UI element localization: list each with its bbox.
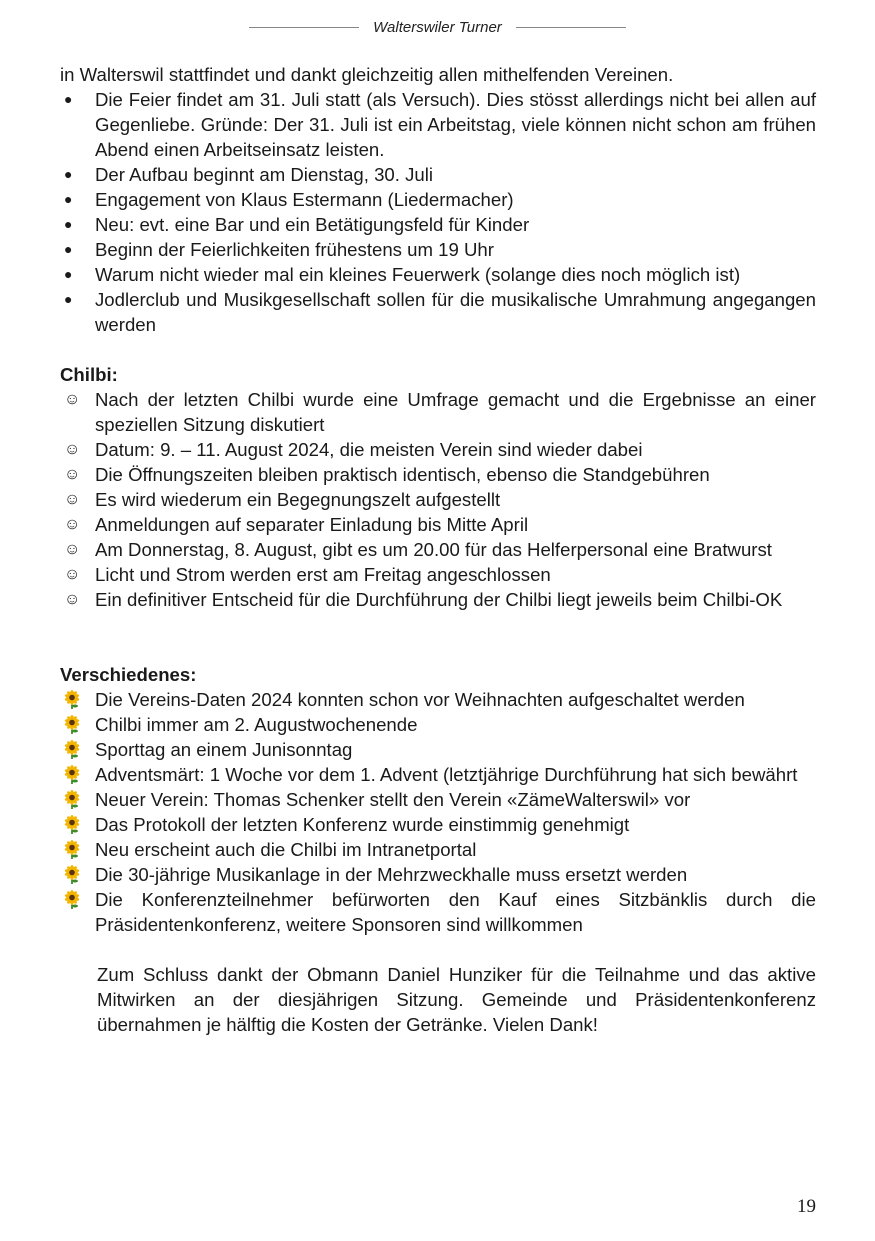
list-item bbox=[60, 887, 816, 937]
verschiedenes-heading: Verschiedenes: bbox=[60, 664, 197, 685]
spacer bbox=[60, 337, 816, 362]
list-item bbox=[60, 287, 816, 337]
list-item-text: Der Aufbau beginnt am Dienstag, 30. Juli bbox=[95, 164, 433, 185]
sunflower-icon bbox=[62, 890, 84, 916]
list-item bbox=[60, 162, 816, 187]
smiley-icon: ☺ bbox=[64, 391, 81, 408]
smiley-icon: ☺ bbox=[64, 541, 81, 558]
chilbi-heading: Chilbi: bbox=[60, 364, 118, 385]
list-item bbox=[60, 812, 816, 837]
feier-list bbox=[60, 87, 816, 337]
smiley-icon: ☺ bbox=[64, 441, 81, 458]
list-item bbox=[60, 562, 816, 587]
list-item-text: Das Protokoll der letzten Konferenz wurde einstimmig genehmigt bbox=[95, 814, 630, 835]
list-item-text: Datum: 9. – 11. August 2024, die meisten Verein sind wieder dabei bbox=[95, 439, 643, 460]
smiley-icon: ☺ bbox=[64, 491, 81, 508]
list-item bbox=[60, 512, 816, 537]
list-item bbox=[60, 712, 816, 737]
list-item bbox=[60, 537, 816, 562]
list-item-text: Die Vereins-Daten 2024 konnten schon vor Weihnachten aufgeschaltet werden bbox=[95, 689, 745, 710]
list-item-text: Am Donnerstag, 8. August, gibt es um 20.00 für das Helferpersonal eine Bratwurst bbox=[95, 539, 772, 560]
list-item-text: Nach der letzten Chilbi wurde eine Umfrage gemacht und die Ergebnisse an einer speziellen Sitzung diskutiert bbox=[95, 389, 816, 435]
smiley-icon: ☺ bbox=[64, 466, 81, 483]
list-item-text: Die Öffnungszeiten bleiben praktisch identisch, ebenso die Standgebühren bbox=[95, 464, 710, 485]
list-item-text: Die Konferenzteilnehmer befürworten den Kauf eines Sitzbänklis durch die Präsidentenkonferenz, weitere Sponsoren sind willkommen bbox=[95, 889, 816, 935]
list-item-text: Die Feier findet am 31. Juli statt (als Versuch). Dies stösst allerdings nicht bei allen auf Gegenliebe. Gründe: Der 31. Juli ist ein Arbeitstag, viele können nicht schon am frühen Abend einen Arbeitseinsatz leisten. bbox=[95, 89, 816, 160]
list-item bbox=[60, 237, 816, 262]
page-number: 19 bbox=[797, 1196, 816, 1217]
spacer bbox=[60, 612, 816, 662]
list-item-text: Jodlerclub und Musikgesellschaft sollen für die musikalische Umrahmung angegangen werden bbox=[95, 289, 816, 335]
list-item bbox=[60, 837, 816, 862]
list-item-text: Ein definitiver Entscheid für die Durchführung der Chilbi liegt jeweils beim Chilbi-OK bbox=[95, 589, 783, 610]
list-item-text: Licht und Strom werden erst am Freitag angeschlossen bbox=[95, 564, 551, 585]
list-item bbox=[60, 587, 816, 612]
verschiedenes-list bbox=[60, 687, 816, 937]
list-item-text: Sporttag an einem Junisonntag bbox=[95, 739, 353, 760]
list-item-text: Es wird wiederum ein Begegnungszelt aufgestellt bbox=[95, 489, 501, 510]
list-item bbox=[60, 787, 816, 812]
bullet-dot-icon: ● bbox=[64, 266, 73, 282]
bullet-dot-icon: ● bbox=[64, 291, 73, 307]
header-title: Walterswiler Turner bbox=[373, 19, 502, 36]
smiley-icon: ☺ bbox=[64, 516, 81, 533]
bullet-dot-icon: ● bbox=[64, 91, 73, 107]
list-item bbox=[60, 862, 816, 887]
list-item-text: Die 30-jährige Musikanlage in der Mehrzweckhalle muss ersetzt werden bbox=[95, 864, 688, 885]
list-item-text: Warum nicht wieder mal ein kleines Feuerwerk (solange dies noch möglich ist) bbox=[95, 264, 741, 285]
bullet-dot-icon: ● bbox=[64, 166, 73, 182]
intro-line: in Walterswil stattfindet und dankt gleichzeitig allen mithelfenden Vereinen. bbox=[60, 64, 674, 85]
list-item bbox=[60, 762, 816, 787]
list-item-text: Chilbi immer am 2. Augustwochenende bbox=[95, 714, 418, 735]
list-item bbox=[60, 737, 816, 762]
list-item-text: Neu: evt. eine Bar und ein Betätigungsfeld für Kinder bbox=[95, 214, 530, 235]
list-item bbox=[60, 487, 816, 512]
list-item bbox=[60, 187, 816, 212]
list-item-text: Anmeldungen auf separater Einladung bis Mitte April bbox=[95, 514, 529, 535]
list-item-text: Engagement von Klaus Estermann (Liedermacher) bbox=[95, 189, 514, 210]
chilbi-list bbox=[60, 387, 816, 612]
smiley-icon: ☺ bbox=[64, 591, 81, 608]
bullet-dot-icon: ● bbox=[64, 241, 73, 257]
page-body bbox=[60, 62, 816, 1037]
closing-paragraph: Zum Schluss dankt der Obmann Daniel Hunziker für die Teilnahme und das aktive Mitwirken an der diesjährigen Sitzung. Gemeinde und Präsidentenkonferenz übernahmen je hälftig die Kosten der Getränke. Vielen Dank! bbox=[97, 964, 816, 1035]
list-item bbox=[60, 437, 816, 462]
list-item bbox=[60, 212, 816, 237]
list-item-text: Beginn der Feierlichkeiten frühestens um 19 Uhr bbox=[95, 239, 494, 260]
header-rule-left bbox=[249, 27, 359, 28]
smiley-icon: ☺ bbox=[64, 566, 81, 583]
running-header bbox=[0, 19, 875, 36]
list-item bbox=[60, 687, 816, 712]
bullet-dot-icon: ● bbox=[64, 191, 73, 207]
list-item bbox=[60, 462, 816, 487]
list-item-text: Neuer Verein: Thomas Schenker stellt den Verein «ZämeWalterswil» vor bbox=[95, 789, 691, 810]
list-item bbox=[60, 87, 816, 162]
list-item bbox=[60, 262, 816, 287]
header-rule-right bbox=[516, 27, 626, 28]
spacer bbox=[60, 937, 816, 962]
bullet-dot-icon: ● bbox=[64, 216, 73, 232]
list-item bbox=[60, 387, 816, 437]
list-item-text: Neu erscheint auch die Chilbi im Intranetportal bbox=[95, 839, 477, 860]
list-item-text: Adventsmärt: 1 Woche vor dem 1. Advent (letztjährige Durchführung hat sich bewährt bbox=[95, 764, 798, 785]
